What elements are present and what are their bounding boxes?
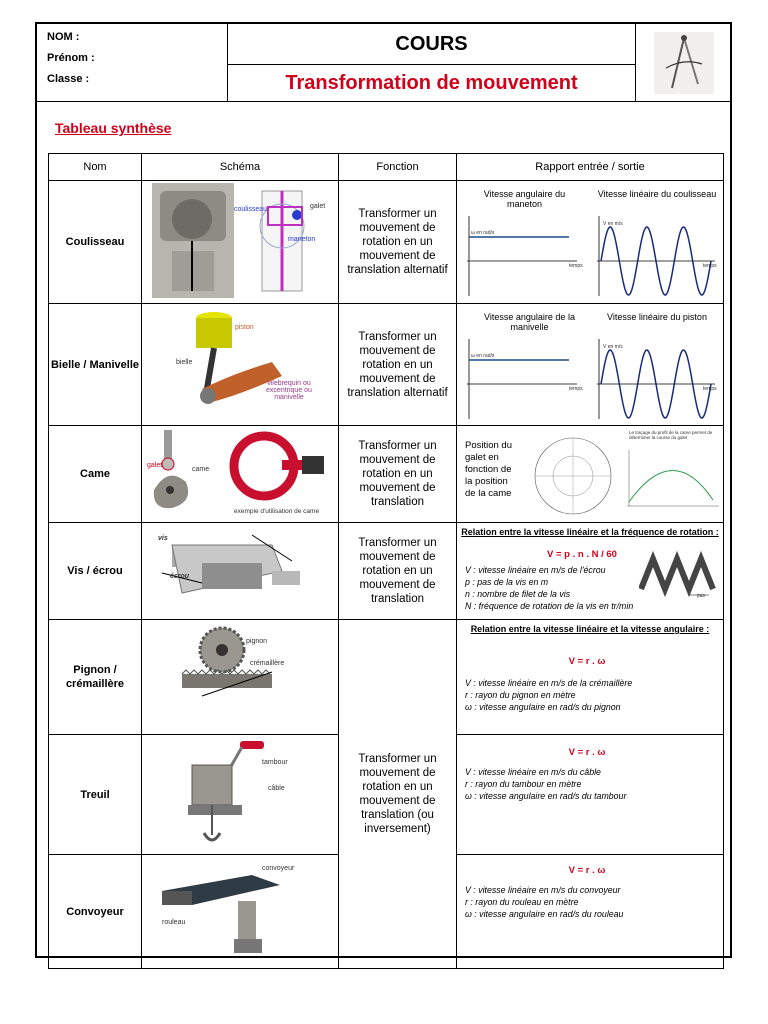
formula: V = r . ω [568, 747, 606, 758]
bielle-graphs [457, 304, 724, 426]
thread-diagram [639, 539, 721, 601]
col-rapport: Rapport entrée / sortie [457, 154, 724, 181]
label-cable: câble [268, 785, 285, 792]
doc-title: Transformation de mouvement [228, 65, 636, 102]
label-tambour: tambour [262, 759, 288, 766]
nom-label: NOM : [47, 31, 80, 43]
table-row [49, 426, 724, 523]
label-cremaillere: crémaillère [250, 660, 285, 667]
col-schema: Schéma [142, 154, 339, 181]
label-exemple: exemple d'utilisation de came [234, 508, 320, 515]
treuil-relation [457, 735, 724, 855]
row-name: Came [49, 426, 142, 523]
def-line: n : nombre de filet de la vis [465, 589, 571, 599]
row-name: Pignon / crémaillère [49, 620, 142, 735]
row-fonction: Transformer un mouvement de rotation en un mouvement de translation [339, 523, 457, 620]
graph-caption: Le traçage du profil de la came permet de déterminer la course du galet [629, 430, 713, 440]
came-graphs [457, 426, 724, 523]
label-convoyeur: convoyeur [262, 865, 295, 872]
compass-icon [636, 24, 732, 102]
vis-schema [142, 523, 339, 620]
coulisseau-schema [142, 181, 339, 304]
label-coulisseau: coulisseau [234, 206, 268, 213]
label-galet: galet [147, 462, 163, 469]
rel-title: Relation entre la vitesse linéaire et la vitesse angulaire : [470, 624, 710, 634]
bielle-graph [457, 334, 724, 424]
def-line: V : vitesse linéaire en m/s de la crémaillère [465, 678, 633, 688]
def-line: V : vitesse linéaire en m/s du convoyeur [465, 885, 621, 895]
label-galet: galet [310, 203, 326, 210]
section-title: Tableau synthèse [55, 120, 172, 136]
x1-label: temps [569, 386, 583, 392]
pignon-schema [142, 620, 339, 735]
rel-title: Relation entre la vitesse linéaire et la fréquence de rotation : [461, 527, 719, 537]
bielle-schema [142, 304, 339, 426]
def-line: V : vitesse linéaire en m/s du câble [465, 767, 601, 777]
row-fonction: Transformer un mouvement de rotation en un mouvement de translation alternatif [339, 181, 457, 304]
x1-label: temps [569, 263, 583, 269]
label-vis: vis [158, 535, 168, 542]
col-fonction: Fonction [339, 154, 457, 181]
label-bielle: bielle [176, 359, 193, 366]
label-maneton: maneton [288, 236, 316, 243]
def-line: r : rayon du pignon en mètre [465, 690, 576, 700]
classe-label: Classe : [47, 73, 90, 85]
label-rouleau: rouleau [162, 919, 186, 926]
y1-label: ω en rad/s [471, 230, 495, 236]
def-line: ω : vitesse angulaire en rad/s du tambour [465, 791, 627, 801]
formula: V = r . ω [568, 865, 606, 876]
def-line: ω : vitesse angulaire en rad/s du rouleau [465, 909, 624, 919]
row-fonction: Transformer un mouvement de rotation en un mouvement de translation [339, 426, 457, 523]
treuil-schema [142, 735, 339, 855]
y1-label: ω en rad/s [471, 353, 495, 359]
label-came: came [192, 466, 210, 473]
graph2-title: Vitesse linéaire du coulisseau [597, 189, 717, 199]
row-name: Convoyeur [49, 855, 142, 969]
formula: V = r . ω [568, 656, 606, 667]
convoyeur-schema [142, 855, 339, 969]
def-line: r : rayon du tambour en mètre [465, 779, 582, 789]
prenom-label: Prénom : [47, 52, 95, 64]
pignon-relation [457, 620, 724, 735]
student-info [37, 24, 228, 102]
y2-label: V en m/s [603, 344, 623, 350]
row-name: Bielle / Manivelle [49, 304, 142, 426]
coulisseau-graphs [457, 181, 724, 304]
row-fonction-merged: Transformer un mouvement de rotation en un mouvement de translation (ou inversement) [339, 620, 457, 969]
position-text: Position du galet en fonction de la position de la came [465, 440, 513, 499]
graph1-title: Vitesse angulaire du maneton [483, 189, 566, 209]
x2-label: temps [703, 386, 717, 392]
label-vilebrequin: vilebrequin ou excentrique ou manivelle [266, 380, 312, 401]
label-ecrou: écrou [170, 573, 190, 580]
table-row [49, 304, 724, 426]
row-name: Coulisseau [49, 181, 142, 304]
def-line: N : fréquence de rotation de la vis en tr/min [465, 601, 634, 611]
def-line: V : vitesse linéaire en m/s de l'écrou [465, 565, 606, 575]
coulisseau-graph [457, 211, 724, 301]
x2-label: temps [703, 263, 717, 269]
came-schema [142, 426, 339, 523]
doc-type: COURS [228, 24, 636, 65]
convoyeur-relation [457, 855, 724, 969]
col-nom: Nom [49, 154, 142, 181]
table-header-row [49, 154, 724, 181]
table-row [49, 523, 724, 620]
row-name: Treuil [49, 735, 142, 855]
y2-label: V en m/s [603, 221, 623, 227]
def-line: p : pas de la vis en m [465, 577, 549, 587]
row-fonction: Transformer un mouvement de rotation en un mouvement de translation alternatif [339, 304, 457, 426]
table-row [49, 181, 724, 304]
came-graph [523, 430, 723, 518]
def-line: ω : vitesse angulaire en rad/s du pignon [465, 702, 621, 712]
formula: V = p . n . N / 60 [547, 549, 617, 560]
label-piston: piston [235, 324, 254, 331]
synthesis-table [48, 153, 724, 969]
page-frame [35, 22, 732, 958]
graph2-title: Vitesse linéaire du piston [607, 312, 707, 322]
vis-relation [457, 523, 724, 620]
def-line: r : rayon du rouleau en mètre [465, 897, 579, 907]
row-name: Vis / écrou [49, 523, 142, 620]
label-pas: pas [697, 593, 706, 599]
label-pignon: pignon [246, 638, 268, 645]
table-row [49, 620, 724, 735]
graph1-title: Vitesse angulaire de la manivelle [484, 312, 575, 332]
